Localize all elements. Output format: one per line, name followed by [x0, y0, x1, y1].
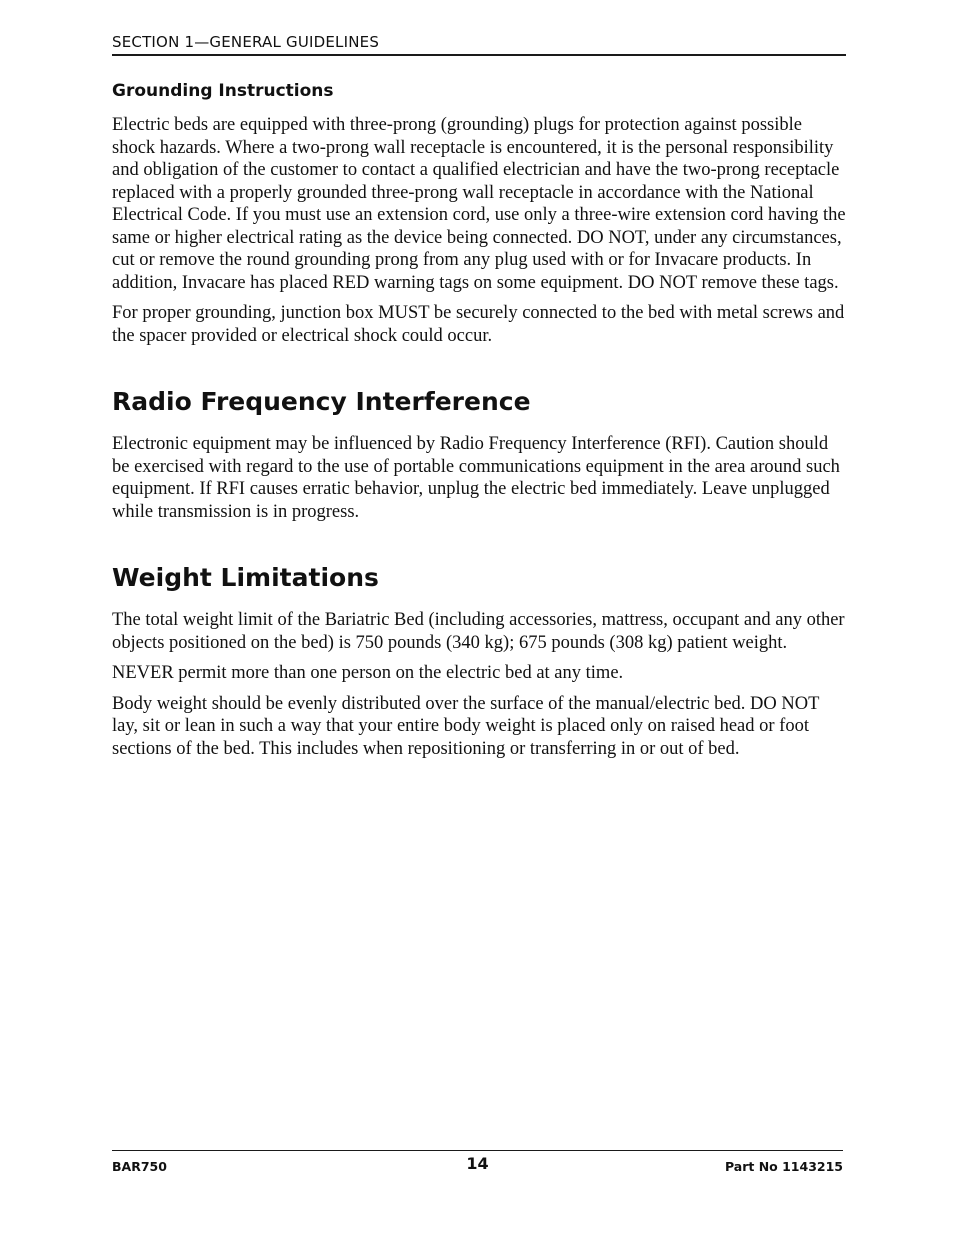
grounding-heading: Grounding Instructions — [112, 81, 334, 101]
grounding-paragraph-1: Electric beds are equipped with three-prong (grounding) plugs for protection against possible shock hazards. Where a two-prong wall receptacle is encountered, it is the personal responsibility and obligation of the customer to contact a qualified electrician and have the two-prong receptacle replaced with a properly grounded three-prong wall receptacle in accordance with the National Electrical Code. If you must use an extension cord, use only a three-wire extension cord having the same or higher electrical rating as the device being connected. DO NOT, under any circumstances, cut or remove the round grounding prong from any plug used with or for Invacare products. In addition, Invacare has placed RED warning tags on some equipment. DO NOT remove these tags. — [112, 115, 846, 293]
weight-paragraph-2: NEVER permit more than one person on the electric bed at any time. — [112, 663, 624, 683]
footer-part-number: Part No 1143215 — [724, 1159, 843, 1174]
weight-paragraph-1: The total weight limit of the Bariatric Bed (including accessories, mattress, occupant and any other objects positioned on the bed) is 750 pounds (340 kg); 675 pounds (308 kg) patient weight. — [112, 610, 845, 653]
weight-paragraph-3: Body weight should be evenly distributed over the surface of the manual/electric bed. DO NOT lay, sit or lean in such a way that your entire body weight is placed only on raised head or foot sections of the bed. This includes when repositioning or transferring in or out of bed. — [112, 693, 820, 759]
weight-heading: Weight Limitations — [112, 563, 379, 592]
footer-page-number: 14 — [466, 1154, 489, 1173]
rfi-paragraph-1: Electronic equipment may be influenced by Radio Frequency Interference (RFI). Caution should be exercised with regard to the use of portable communications equipment in the area around such equipment. If RFI causes erratic behavior, unplug the electric bed immediately. Leave unplugged while transmission is in progress. — [112, 434, 840, 522]
page-content — [112, 78, 846, 768]
section-title: SECTION 1—GENERAL GUIDELINES — [112, 33, 380, 51]
running-footer — [112, 1150, 843, 1181]
rfi-heading: Radio Frequency Interference — [112, 387, 531, 416]
grounding-paragraph-2: For proper grounding, junction box MUST be securely connected to the bed with metal screws and the spacer provided or electrical shock could occur. — [112, 303, 845, 346]
section-spacer — [112, 531, 846, 561]
section-spacer — [112, 355, 846, 385]
footer-model: BAR750 — [112, 1159, 167, 1174]
running-header — [112, 31, 846, 56]
